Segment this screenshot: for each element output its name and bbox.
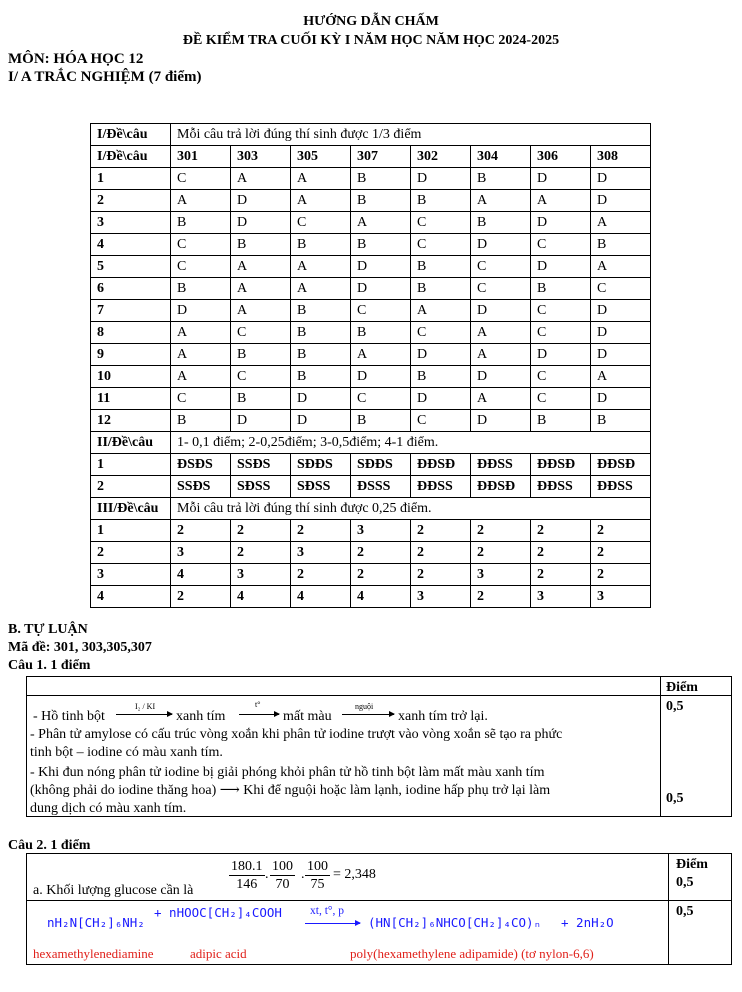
answer-cell: B: [231, 388, 291, 410]
answer-cell: B: [171, 278, 231, 300]
question-2-title: Câu 2. 1 điểm: [8, 838, 91, 853]
section-a-heading: I/ A TRẮC NGHIỆM (7 điểm): [8, 69, 202, 85]
answer-cell: SĐSS: [291, 476, 351, 498]
answer-cell: C: [171, 234, 231, 256]
answer-cell: A: [411, 300, 471, 322]
q2-result: = 2,348: [333, 867, 376, 882]
codes-label: I/Đề\câu: [91, 146, 171, 168]
answer-cell: 3: [471, 564, 531, 586]
answer-cell: B: [351, 410, 411, 432]
answer-cell: 2: [411, 564, 471, 586]
question-number: 4: [91, 234, 171, 256]
fraction-2: [270, 858, 295, 893]
answer-cell: 2: [291, 520, 351, 542]
q1-score-1: 0,5: [666, 699, 684, 714]
answer-cell: B: [291, 300, 351, 322]
answer-cell: ĐĐSĐ: [591, 454, 651, 476]
answer-cell: B: [591, 410, 651, 432]
answer-cell: A: [471, 344, 531, 366]
question-number: 5: [91, 256, 171, 278]
answer-cell: 3: [591, 586, 651, 608]
table-row: [91, 234, 651, 256]
question-number: 11: [91, 388, 171, 410]
essay-heading: B. TỰ LUẬN: [8, 622, 88, 637]
answer-cell: A: [171, 366, 231, 388]
answer-cell: D: [231, 212, 291, 234]
answer-cell: SSĐS: [171, 476, 231, 498]
section-label: I/Đề\câu: [91, 124, 171, 146]
answer-cell: C: [411, 410, 471, 432]
answer-cell: A: [291, 168, 351, 190]
answer-cell: A: [291, 278, 351, 300]
answer-cell: B: [411, 256, 471, 278]
answer-cell: 3: [531, 586, 591, 608]
answer-cell: B: [291, 366, 351, 388]
answer-cell: A: [471, 322, 531, 344]
answer-cell: A: [351, 212, 411, 234]
arrow-right-icon: [342, 714, 394, 715]
answer-cell: D: [471, 300, 531, 322]
question-number: 9: [91, 344, 171, 366]
answer-cell: D: [171, 300, 231, 322]
answer-cell: B: [351, 168, 411, 190]
section-label: III/Đề\câu: [91, 498, 171, 520]
answer-cell: C: [591, 278, 651, 300]
answer-cell: B: [231, 234, 291, 256]
question-number: 1: [91, 454, 171, 476]
section-note: Mỗi câu trả lời đúng thí sinh được 0,25 điểm.: [171, 498, 651, 520]
exam-code: 304: [471, 146, 531, 168]
section-note: Mỗi câu trả lời đúng thí sinh được 1/3 điểm: [171, 124, 651, 146]
answer-cell: 2: [231, 542, 291, 564]
answer-cell: B: [171, 212, 231, 234]
answer-cell: ĐĐSĐ: [411, 454, 471, 476]
answer-cell: A: [231, 278, 291, 300]
answer-cell: D: [531, 168, 591, 190]
eq-product: (HN[CH₂]₆NHCO[CH₂]₄CO)ₙ: [368, 915, 542, 930]
eq-reactant-2: + nHOOC[CH₂]₄COOH: [154, 905, 282, 920]
answer-cell: 2: [291, 564, 351, 586]
table-row: [91, 542, 651, 564]
answer-cell: C: [171, 256, 231, 278]
answer-cell: C: [351, 388, 411, 410]
answer-cell: C: [531, 322, 591, 344]
arrow-right-icon: [239, 714, 279, 715]
table-row: [91, 168, 651, 190]
answer-cell: D: [351, 256, 411, 278]
answer-cell: 2: [471, 586, 531, 608]
table-row: [91, 300, 651, 322]
answer-cell: B: [411, 366, 471, 388]
answer-cell: C: [531, 300, 591, 322]
table-row: [91, 366, 651, 388]
answer-cell: 2: [471, 542, 531, 564]
table-row: [91, 190, 651, 212]
answer-cell: ĐĐSĐ: [531, 454, 591, 476]
answer-cell: D: [591, 300, 651, 322]
q1-line1-start: - Hồ tinh bột: [33, 709, 105, 724]
answer-cell: SĐSS: [231, 476, 291, 498]
question-1-title: Câu 1. 1 điểm: [8, 658, 91, 673]
question-number: 1: [91, 168, 171, 190]
question-number: 6: [91, 278, 171, 300]
answer-cell: C: [291, 212, 351, 234]
answer-cell: B: [291, 322, 351, 344]
answer-cell: SĐĐS: [351, 454, 411, 476]
answer-cell: C: [411, 234, 471, 256]
answer-cell: D: [591, 388, 651, 410]
question-number: 10: [91, 366, 171, 388]
answer-cell: D: [471, 234, 531, 256]
exam-code: 306: [531, 146, 591, 168]
frac3-num: 100: [307, 859, 328, 874]
exam-code: 307: [351, 146, 411, 168]
answer-cell: D: [471, 410, 531, 432]
question-number: 2: [91, 542, 171, 564]
answer-cell: 2: [471, 520, 531, 542]
table-row: [91, 388, 651, 410]
answer-cell: D: [411, 344, 471, 366]
answer-cell: A: [351, 344, 411, 366]
arrow-right-icon: [116, 714, 172, 715]
part2-header-row: [91, 432, 651, 454]
answer-cell: B: [351, 190, 411, 212]
reaction-arrow-icon: [305, 923, 360, 924]
name-diamine: hexamethylenediamine: [33, 946, 154, 961]
fraction-1: [229, 858, 265, 893]
frac2-den: 70: [275, 877, 290, 892]
exam-code: 308: [591, 146, 651, 168]
frac1-num: 180.1: [231, 859, 263, 874]
answer-cell: ĐĐSS: [471, 454, 531, 476]
section-label: II/Đề\câu: [91, 432, 171, 454]
answer-cell: D: [531, 212, 591, 234]
answer-cell: D: [531, 256, 591, 278]
answer-cell: 2: [231, 520, 291, 542]
answer-cell: 2: [591, 520, 651, 542]
section-note: 1- 0,1 điểm; 2-0,25điểm; 3-0,5điểm; 4-1 điểm.: [171, 432, 651, 454]
answer-cell: C: [471, 278, 531, 300]
answer-cell: 2: [591, 542, 651, 564]
answer-cell: A: [591, 212, 651, 234]
answer-cell: D: [231, 190, 291, 212]
q1-line4: - Khi đun nóng phân tử iodine bị giải phóng khỏi phân tử hồ tinh bột làm mất màu xanh tím: [30, 765, 545, 780]
table-row: [91, 586, 651, 608]
frac1-den: 146: [236, 877, 258, 892]
table-row: [91, 476, 651, 498]
exam-code: 303: [231, 146, 291, 168]
answer-cell: C: [411, 322, 471, 344]
answer-cell: 4: [291, 586, 351, 608]
answer-cell: D: [531, 344, 591, 366]
arrow1-label: I₂ / KI: [135, 702, 156, 711]
answer-cell: A: [591, 366, 651, 388]
arrow2-label: t°: [255, 700, 261, 709]
answer-cell: A: [471, 388, 531, 410]
answer-cell: A: [231, 168, 291, 190]
answer-cell: 3: [171, 542, 231, 564]
question-number: 8: [91, 322, 171, 344]
answer-cell: 3: [351, 520, 411, 542]
answer-cell: A: [231, 300, 291, 322]
q1-line6: dung dịch có màu xanh tím.: [30, 801, 187, 816]
question-number: 1: [91, 520, 171, 542]
exam-code: 305: [291, 146, 351, 168]
frac3-den: 75: [310, 877, 325, 892]
answer-cell: C: [231, 366, 291, 388]
exam-code: 302: [411, 146, 471, 168]
answer-cell: 4: [351, 586, 411, 608]
answer-cell: ĐSSS: [351, 476, 411, 498]
answer-cell: D: [291, 388, 351, 410]
answer-cell: D: [351, 278, 411, 300]
table-row: [91, 344, 651, 366]
answer-cell: C: [411, 212, 471, 234]
answer-cell: A: [291, 256, 351, 278]
answer-cell: D: [411, 388, 471, 410]
q1-line1-mid2: mất màu: [283, 709, 332, 724]
answer-cell: C: [471, 256, 531, 278]
answer-cell: D: [471, 366, 531, 388]
q1-line3: tinh bột – iodine có màu xanh tím.: [30, 745, 223, 760]
answer-cell: A: [291, 190, 351, 212]
q2-part-a: a. Khối lượng glucose cần là: [33, 883, 194, 898]
answer-cell: D: [231, 410, 291, 432]
answer-cell: B: [351, 234, 411, 256]
exam-codes: Mã đề: 301, 303,305,307: [8, 640, 152, 655]
table-row: [91, 454, 651, 476]
answer-cell: B: [531, 278, 591, 300]
table-row: [91, 322, 651, 344]
answer-cell: A: [171, 322, 231, 344]
doc-subtitle: ĐỀ KIỂM TRA CUỐI KỲ I NĂM HỌC NĂM HỌC 2024-2025: [182, 33, 560, 48]
answer-cell: B: [531, 410, 591, 432]
answer-cell: 4: [231, 586, 291, 608]
table-row: [91, 410, 651, 432]
answer-cell: D: [591, 322, 651, 344]
eq-condition: xt, t°, p: [310, 905, 344, 917]
codes-header-row: [91, 146, 651, 168]
answer-cell: SĐĐS: [291, 454, 351, 476]
question-number: 12: [91, 410, 171, 432]
answer-cell: 2: [351, 564, 411, 586]
table-row: [91, 564, 651, 586]
arrow3-label: nguội: [355, 702, 374, 711]
answer-cell: B: [411, 190, 471, 212]
answer-cell: 2: [411, 520, 471, 542]
eq-water: + 2nH₂O: [561, 915, 614, 930]
answer-cell: ĐĐSS: [591, 476, 651, 498]
answer-cell: C: [231, 322, 291, 344]
q1-line5: (không phải do iodine thăng hoa) ⟶ Khi để nguội hoặc làm lạnh, iodine hấp phụ trở lại làm: [30, 783, 551, 798]
answer-cell: 3: [231, 564, 291, 586]
answer-cell: B: [231, 344, 291, 366]
answer-cell: D: [291, 410, 351, 432]
answer-cell: SSĐS: [231, 454, 291, 476]
answer-cell: 4: [171, 564, 231, 586]
answer-cell: B: [291, 344, 351, 366]
q1-line1-mid1: xanh tím: [176, 709, 226, 724]
eq-reactant-1: nH₂N[CH₂]₆NH₂: [47, 915, 145, 930]
score-header: Điểm: [666, 680, 698, 695]
answer-cell: D: [411, 168, 471, 190]
table-row: [91, 212, 651, 234]
answer-table: [90, 123, 651, 608]
q1-line2: - Phân tử amylose có cấu trúc vòng xoắn khi phân tử iodine trượt vào vòng xoắn sẽ tạo ra phức: [30, 727, 563, 742]
answer-cell: B: [471, 212, 531, 234]
answer-cell: 2: [171, 520, 231, 542]
name-nylon: poly(hexamethylene adipamide) (tơ nylon-6,6): [350, 946, 594, 961]
question-number: 3: [91, 212, 171, 234]
answer-cell: ĐĐSS: [531, 476, 591, 498]
answer-cell: B: [291, 234, 351, 256]
answer-cell: 2: [531, 520, 591, 542]
table-row: [91, 256, 651, 278]
table-row: [91, 278, 651, 300]
answer-cell: C: [171, 168, 231, 190]
answer-cell: D: [591, 190, 651, 212]
answer-cell: B: [171, 410, 231, 432]
q2-score-b: 0,5: [676, 904, 694, 919]
answer-cell: ĐĐSS: [411, 476, 471, 498]
answer-cell: ĐSĐS: [171, 454, 231, 476]
exam-code: 301: [171, 146, 231, 168]
q1-score-2: 0,5: [666, 791, 684, 806]
answer-cell: B: [411, 278, 471, 300]
answer-cell: 3: [291, 542, 351, 564]
answer-cell: 2: [591, 564, 651, 586]
answer-cell: A: [171, 190, 231, 212]
answer-cell: A: [231, 256, 291, 278]
answer-cell: C: [531, 388, 591, 410]
answer-cell: A: [471, 190, 531, 212]
answer-cell: C: [531, 234, 591, 256]
q2-score-header: Điểm: [676, 857, 708, 872]
name-adipic-acid: adipic acid: [190, 946, 247, 961]
question-number: 2: [91, 476, 171, 498]
answer-cell: 3: [411, 586, 471, 608]
answer-cell: A: [591, 256, 651, 278]
answer-cell: 2: [351, 542, 411, 564]
question-number: 7: [91, 300, 171, 322]
part1-header-row: [91, 124, 651, 146]
answer-cell: B: [591, 234, 651, 256]
answer-cell: B: [351, 322, 411, 344]
answer-cell: 2: [531, 542, 591, 564]
answer-cell: C: [351, 300, 411, 322]
fraction-3: [305, 858, 330, 893]
answer-cell: A: [531, 190, 591, 212]
answer-cell: C: [531, 366, 591, 388]
answer-cell: 2: [411, 542, 471, 564]
answer-cell: A: [171, 344, 231, 366]
q1-line1-end: xanh tím trở lại.: [398, 709, 488, 724]
answer-cell: ĐĐSĐ: [471, 476, 531, 498]
question-number: 4: [91, 586, 171, 608]
table-row: [91, 520, 651, 542]
answer-cell: B: [471, 168, 531, 190]
answer-cell: 2: [531, 564, 591, 586]
doc-title: HƯỚNG DẪN CHẤM: [303, 14, 439, 29]
q2-score-a: 0,5: [676, 875, 694, 890]
answer-cell: 2: [171, 586, 231, 608]
subject-label: MÔN: HÓA HỌC 12: [8, 51, 144, 67]
question-number: 3: [91, 564, 171, 586]
answer-cell: D: [351, 366, 411, 388]
question-number: 2: [91, 190, 171, 212]
part3-header-row: [91, 498, 651, 520]
answer-cell: D: [591, 344, 651, 366]
frac2-num: 100: [272, 859, 293, 874]
answer-cell: C: [171, 388, 231, 410]
answer-cell: D: [591, 168, 651, 190]
